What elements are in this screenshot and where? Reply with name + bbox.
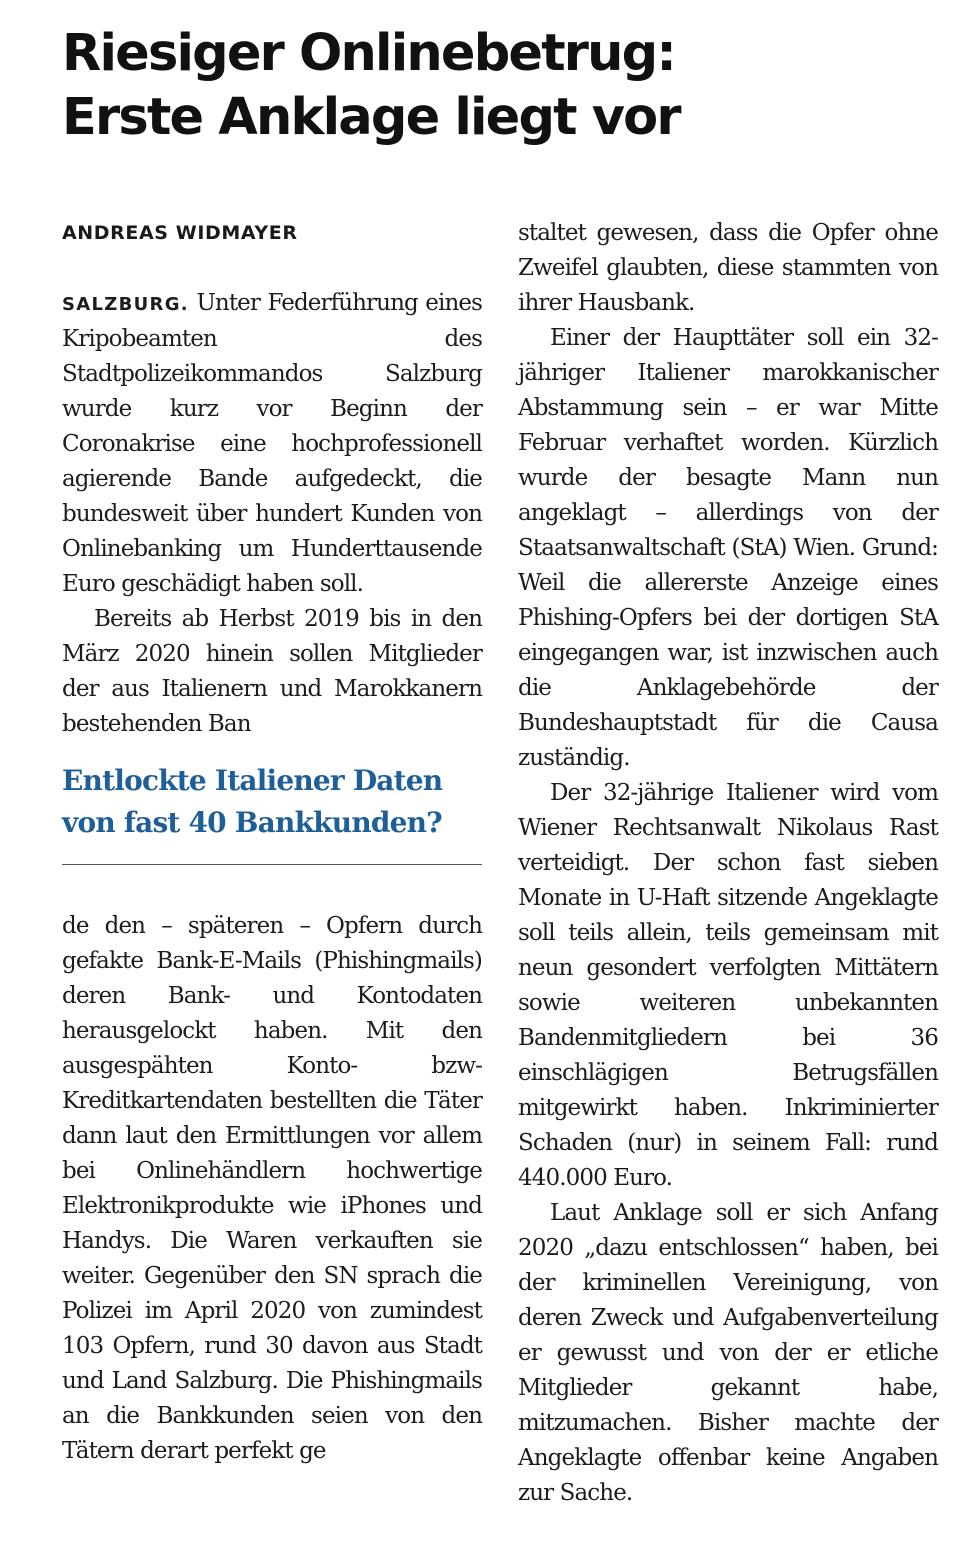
headline-line-2: Erste Anklage liegt vor bbox=[62, 88, 680, 147]
dateline: SALZBURG. bbox=[62, 294, 189, 315]
paragraph-3: Einer der Haupttäter soll ein 32-jähriger Italiener marokkanischer Abstammung sein – er war Mitte Februar verhaftet worden. Kürzlich wurde der besagte Mann nun angeklagt – allerdings von der Staatsanwaltschaft (StA) Wien. Grund: Weil die allererste Anzeige eines Phishing-Opfers bei der dortigen StA eingegangen war, ist inzwischen auch die Anklagebehörde der Bundeshauptstadt für die Causa zuständig. bbox=[518, 325, 938, 771]
article-columns bbox=[62, 216, 938, 1511]
paragraph-1-text: Unter Federführung eines Kripobeamten des Stadtpolizeikommandos Salzburg wurde kurz vor Beginn der Coronakrise eine hochprofessionell agierende Bande aufgedeckt, die bundesweit über hundert Kunden von Onlinebanking um Hunderttausende Euro geschädigt haben soll. bbox=[62, 290, 482, 597]
author-byline: ANDREAS WIDMAYER bbox=[62, 222, 298, 244]
paragraph-4: Der 32-jährige Italiener wird vom Wiener Rechtsanwalt Nikolaus Rast verteidigt. Der schon fast sieben Monate in U-Haft sitzende Angeklagte soll teils allein, teils gemeinsam mit neun gesondert verfolgten Mittätern sowie weiteren unbekannten Bandenmitgliedern bei 36 einschlägigen Betrugsfällen mitgewirkt haben. Inkriminierter Schaden (nur) in seinem Fall: rund 440.000 Euro. bbox=[518, 780, 938, 1191]
headline-line-1: Riesiger Onlinebetrug: bbox=[62, 24, 675, 83]
paragraph-2-part-a: Bereits ab Herbst 2019 bis in den März 2020 hinein sollen Mitglieder der aus Italienern und Marokkanern bestehenden Ban bbox=[62, 606, 482, 737]
column-right bbox=[518, 216, 938, 1511]
paragraph-2-part-c: staltet gewesen, dass die Opfer ohne Zweifel glaubten, diese stammten von ihrer Hausbank. bbox=[518, 220, 938, 316]
paragraph-1 bbox=[62, 286, 482, 602]
paragraph-5: Laut Anklage soll er sich Anfang 2020 „dazu entschlossen“ haben, bei der kriminellen Vereinigung, von deren Zweck und Aufgabenverteilung er gewusst und von der er etliche Mitglieder gekannt habe, mitzumachen. Bisher machte der Angeklagte offenbar keine Angaben zur Sache. bbox=[518, 1200, 938, 1506]
subheadline: Entlockte Italiener Daten von fast 40 Bankkunden? bbox=[62, 760, 482, 865]
paragraph-2-part-b: de den – späteren – Opfern durch gefakte Bank-E-Mails (Phishingmails) deren Bank- und Kontodaten herausgelockt haben. Mit den ausgespähten Konto- bzw- Kreditkartendaten bestellten die Täter dann laut den Ermittlungen vor allem bei Onlinehändlern hochwertige Elektronikprodukte wie iPhones und Handys. Die Waren verkauften sie weiter. Gegenüber den SN sprach die Polizei im April 2020 von zumindest 103 Opfern, rund 30 davon aus Stadt und Land Salzburg. Die Phishingmails an die Bankkunden seien von den Tätern derart perfekt ge bbox=[62, 913, 482, 1464]
headline bbox=[62, 22, 938, 150]
column-left bbox=[62, 216, 482, 1511]
